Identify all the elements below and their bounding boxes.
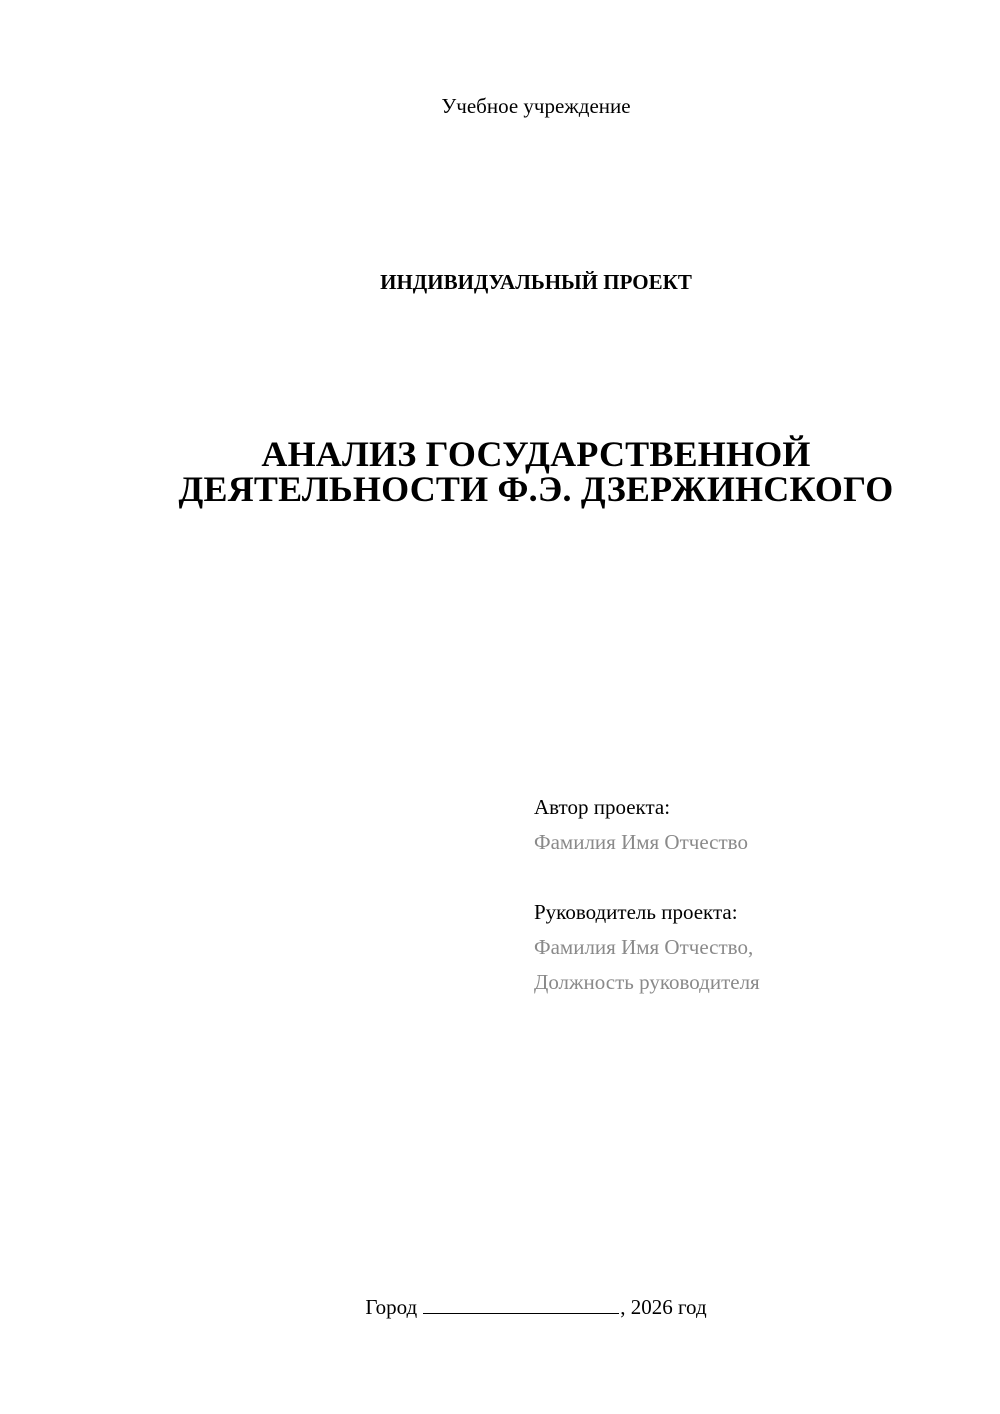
project-title-line-2: ДЕЯТЕЛЬНОСТИ Ф.Э. ДЗЕРЖИНСКОГО <box>178 469 894 509</box>
project-title <box>36 434 1000 509</box>
credits-block <box>534 790 974 1000</box>
institution-name: Учебное учреждение <box>441 94 631 118</box>
supervisor-label: Руководитель проекта: <box>534 900 738 924</box>
city-blank-line <box>423 1291 619 1314</box>
project-type-heading: ИНДИВИДУАЛЬНЫЙ ПРОЕКТ <box>380 270 692 294</box>
year-text: , 2026 год <box>620 1295 707 1319</box>
author-label: Автор проекта: <box>534 795 671 819</box>
supervisor-name: Фамилия Имя Отчество, <box>534 935 754 959</box>
project-title-line-1: АНАЛИЗ ГОСУДАРСТВЕННОЙ <box>261 434 811 474</box>
author-name: Фамилия Имя Отчество <box>534 830 748 854</box>
credits-spacer <box>534 860 974 895</box>
footer-city-year <box>36 1291 1000 1321</box>
supervisor-position: Должность руководителя <box>534 970 760 994</box>
city-label: Город <box>365 1295 418 1319</box>
